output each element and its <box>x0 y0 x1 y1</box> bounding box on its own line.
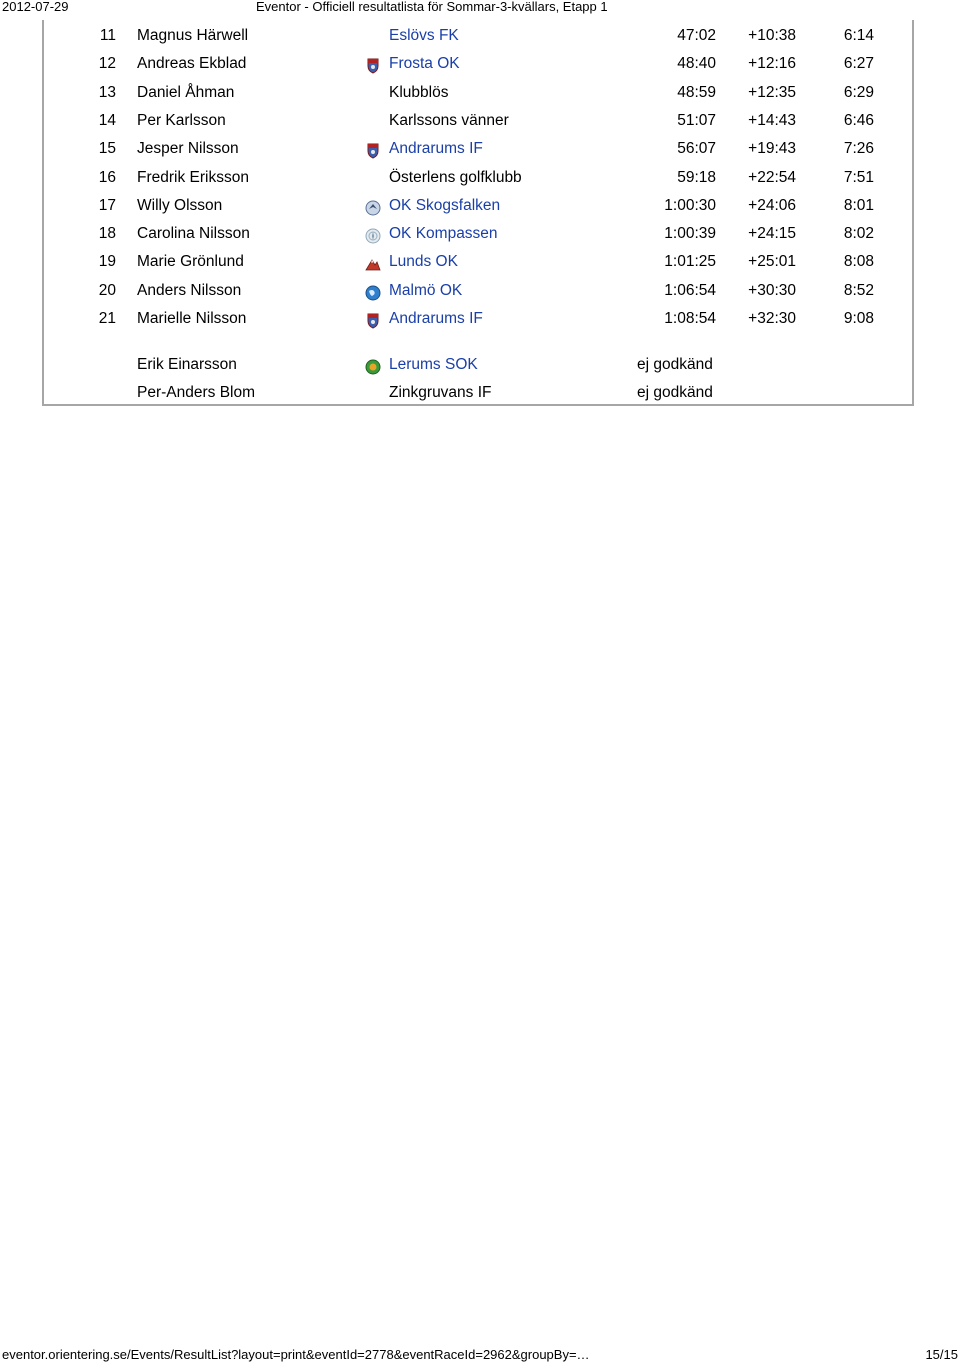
result-row <box>44 79 912 107</box>
pace-per-km: 8:08 <box>843 253 874 271</box>
runner-name: Andreas Ekblad <box>137 55 247 73</box>
falcon-badge-icon <box>365 198 381 214</box>
runner-name: Willy Olsson <box>137 196 223 214</box>
result-time: 48:59 <box>677 83 716 101</box>
club-link[interactable]: Lunds OK <box>389 253 458 271</box>
club-link[interactable]: Frosta OK <box>389 55 460 73</box>
result-row <box>44 248 912 276</box>
result-position: 11 <box>99 27 116 44</box>
runner-name: Marie Grönlund <box>137 253 244 271</box>
result-position: 14 <box>98 111 116 129</box>
result-row <box>44 107 912 135</box>
result-position: 15 <box>98 140 116 158</box>
runner-name: Anders Nilsson <box>137 281 242 299</box>
result-time: 51:07 <box>677 111 716 129</box>
club-link[interactable]: Lerums SOK <box>389 356 478 373</box>
runner-name: Per-Anders Blom <box>137 384 256 402</box>
time-behind: +25:01 <box>748 253 796 271</box>
result-position: 12 <box>98 55 116 73</box>
result-row <box>44 164 912 192</box>
club-link[interactable]: OK Kompassen <box>389 225 498 243</box>
result-status: ej godkänd <box>637 384 713 402</box>
time-behind: +14:43 <box>748 111 796 129</box>
club-name: Zinkgruvans IF <box>389 384 492 402</box>
result-time: 1:08:54 <box>664 310 716 327</box>
club-link[interactable]: Malmö OK <box>389 281 463 299</box>
mountain-badge-icon <box>365 254 381 270</box>
pace-per-km: 6:14 <box>843 27 874 44</box>
result-row <box>44 135 912 163</box>
result-row <box>44 192 912 220</box>
pace-per-km: 6:27 <box>843 55 874 73</box>
globe-badge-icon <box>365 283 381 299</box>
runner-name: Carolina Nilsson <box>137 225 250 243</box>
shield-crest-icon <box>365 141 381 157</box>
pace-per-km: 7:51 <box>843 168 874 186</box>
result-row <box>44 22 912 50</box>
result-position: 19 <box>98 253 116 271</box>
results-table <box>42 20 914 406</box>
runner-name: Marielle Nilsson <box>137 310 247 327</box>
time-behind: +10:38 <box>748 27 796 44</box>
result-row <box>44 305 912 333</box>
print-header <box>0 0 960 14</box>
print-footer <box>0 1348 960 1362</box>
result-time: 59:18 <box>677 168 716 186</box>
time-behind: +12:16 <box>748 55 796 73</box>
print-date: 2012-07-29 <box>2 0 69 14</box>
result-time: 47:02 <box>677 27 716 44</box>
result-position: 18 <box>98 225 116 243</box>
print-title: Eventor - Officiell resultatlista för Sommar-3-kvällars, Etapp 1 <box>256 0 608 14</box>
runner-name: Daniel Åhman <box>137 83 235 101</box>
pace-per-km: 8:52 <box>843 281 874 299</box>
time-behind: +30:30 <box>748 281 796 299</box>
club-link[interactable]: Andrarums IF <box>389 140 483 158</box>
pace-per-km: 8:02 <box>843 225 874 243</box>
time-behind: +24:15 <box>748 225 796 243</box>
compass-badge-icon <box>365 226 381 242</box>
result-time: 56:07 <box>677 140 716 158</box>
pace-per-km: 8:01 <box>843 196 874 214</box>
result-position: 20 <box>98 281 116 299</box>
result-row <box>44 277 912 305</box>
time-behind: +22:54 <box>748 168 796 186</box>
club-link[interactable]: Eslövs FK <box>389 27 459 44</box>
page-number: 15/15 <box>925 1347 958 1362</box>
result-row <box>44 220 912 248</box>
runner-name: Jesper Nilsson <box>137 140 239 158</box>
pace-per-km: 6:29 <box>843 83 874 101</box>
time-behind: +32:30 <box>748 310 796 327</box>
runner-name: Magnus Härwell <box>137 27 249 44</box>
result-position: 17 <box>98 196 116 214</box>
pace-per-km: 6:46 <box>843 111 874 129</box>
runner-name: Per Karlsson <box>137 111 226 129</box>
green-circle-badge-icon <box>365 357 381 373</box>
result-position: 21 <box>98 310 116 327</box>
result-row <box>44 50 912 78</box>
time-behind: +24:06 <box>748 196 796 214</box>
runner-name: Erik Einarsson <box>137 356 237 373</box>
result-position: 16 <box>98 168 116 186</box>
time-behind: +19:43 <box>748 140 796 158</box>
not-approved-row <box>44 351 912 379</box>
result-time: 1:00:39 <box>664 225 716 243</box>
runner-name: Fredrik Eriksson <box>137 168 249 186</box>
result-time: 1:01:25 <box>664 253 716 271</box>
club-name: Klubblös <box>389 83 449 101</box>
result-time: 1:00:30 <box>664 196 716 214</box>
club-link[interactable]: Andrarums IF <box>389 310 483 327</box>
result-time: 48:40 <box>677 55 716 73</box>
print-url: eventor.orientering.se/Events/ResultList?layout=print&eventId=2778&eventRaceId=2962&groupBy=… <box>2 1347 590 1362</box>
club-name: Österlens golfklubb <box>389 168 522 186</box>
pace-per-km: 9:08 <box>843 310 874 327</box>
shield-crest-icon <box>365 311 381 327</box>
shield-crest-icon <box>365 56 381 72</box>
time-behind: +12:35 <box>748 83 796 101</box>
club-name: Karlssons vänner <box>389 111 509 129</box>
pace-per-km: 7:26 <box>843 140 874 158</box>
result-time: 1:06:54 <box>664 281 716 299</box>
not-approved-row <box>44 379 912 407</box>
club-link[interactable]: OK Skogsfalken <box>389 196 501 214</box>
result-status: ej godkänd <box>637 356 713 373</box>
result-position: 13 <box>98 83 116 101</box>
